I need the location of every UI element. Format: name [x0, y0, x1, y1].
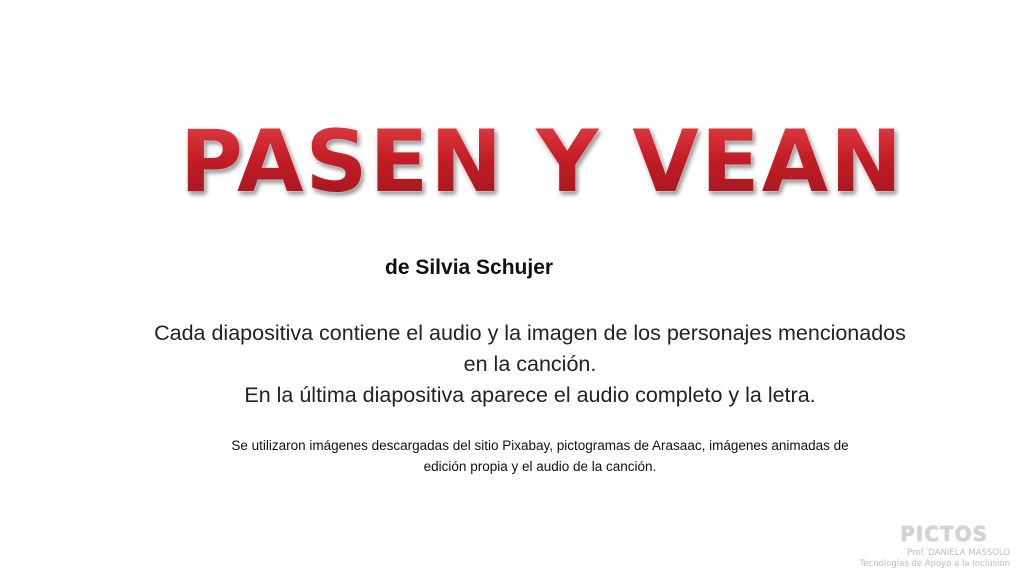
credits-line: edición propia y el audio de la canción.	[423, 459, 657, 474]
watermark-author: Prof. DANIELA MASSOLO	[907, 548, 1010, 558]
pictos-logo: PICTOS	[900, 522, 988, 546]
watermark	[860, 522, 1010, 570]
description-text	[100, 318, 960, 411]
description-line: Cada diapositiva contiene el audio y la imagen de los personajes mencionados	[154, 321, 906, 345]
watermark-subtitle: Tecnologías de Apoyo a la Inclusión	[859, 559, 1010, 569]
credits-line: Se utilizaron imágenes descargadas del sitio Pixabay, pictogramas de Arasaac, imágenes animadas de	[231, 438, 849, 453]
credits-text	[150, 435, 930, 477]
description-line: en la canción.	[463, 352, 597, 376]
author-line: de Silvia Schujer	[385, 256, 554, 279]
description-line: En la última diapositiva aparece el audio completo y la letra.	[244, 383, 816, 407]
slide-title: PASEN Y VEAN	[0, 112, 1024, 212]
